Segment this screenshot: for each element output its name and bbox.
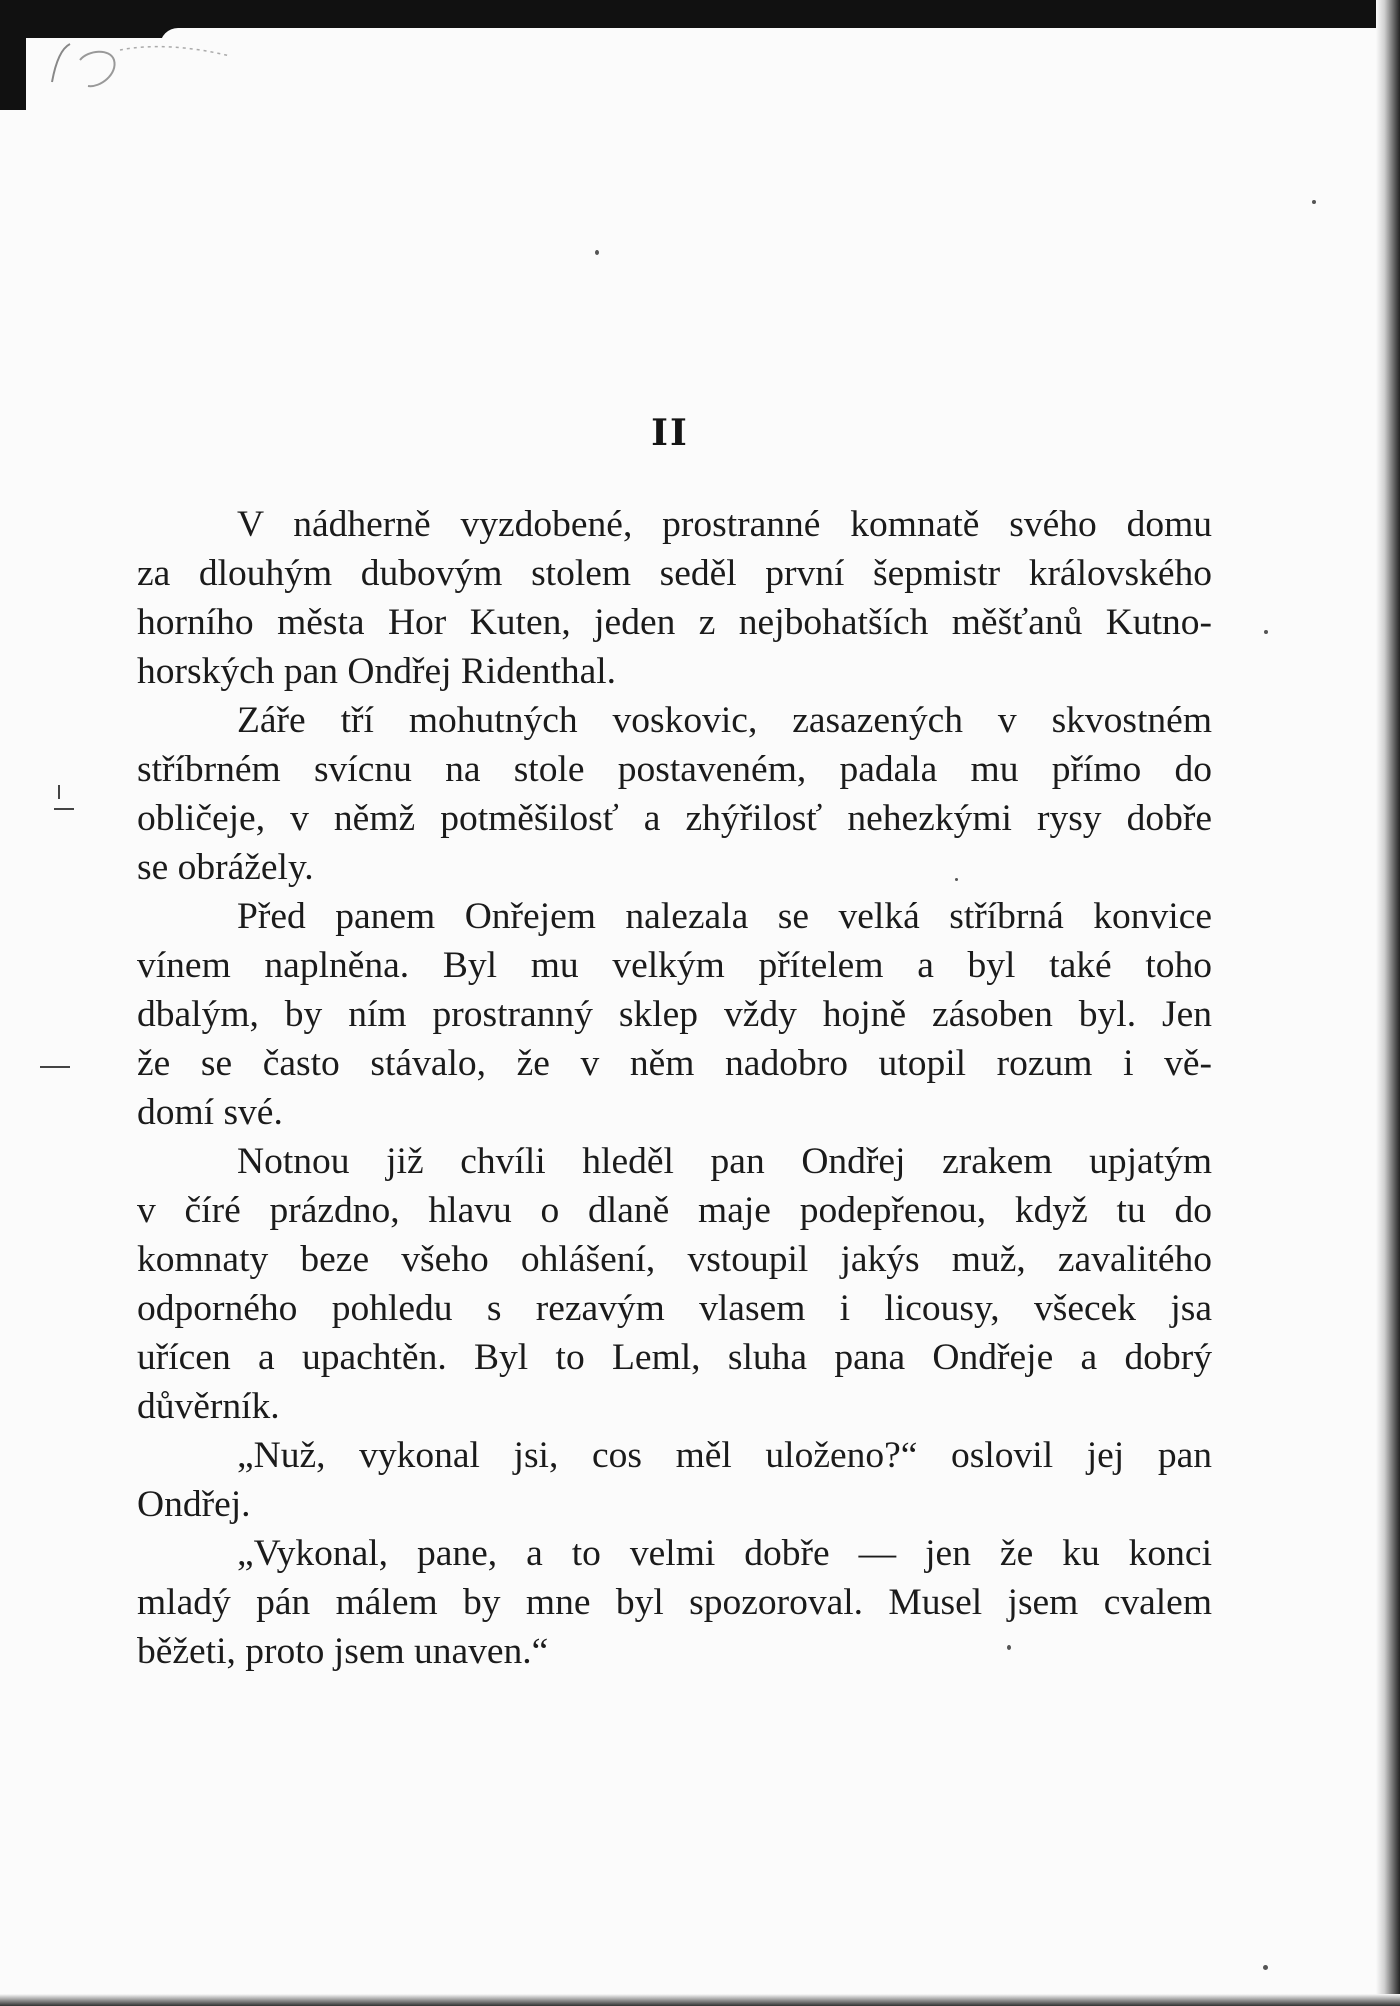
text-line: domí své. (137, 1092, 283, 1133)
text-line: komnaty beze všeho ohlášení, vstoupil jakýs muž, zavalitého (137, 1239, 1212, 1280)
text-line: „Vykonal, pane, a to velmi dobře — jen že ku konci (237, 1533, 1212, 1574)
paragraph (137, 1431, 1212, 1529)
speck (1264, 630, 1268, 634)
text-line: horských pan Ondřej Ridenthal. (137, 651, 617, 692)
text-line: že se často stávalo, že v něm nadobro utopil rozum i vě- (137, 1043, 1212, 1084)
paragraph (137, 1137, 1212, 1431)
text-line: vínem naplněna. Byl mu velkým přítelem a byl také toho (137, 945, 1212, 986)
text-line: horního města Hor Kuten, jeden z nejbohatších měšťanů Kutno- (137, 602, 1212, 643)
scan-edge-bottom (0, 1994, 1400, 2006)
text-line: běžeti, proto jsem unaven.“ (137, 1631, 549, 1672)
speck (1312, 200, 1316, 204)
text-line: dbalým, by ním prostranný sklep vždy hojně zásoben byl. Jen (137, 994, 1212, 1035)
text-line: Záře tří mohutných voskovic, zasazených v skvostném (237, 700, 1212, 741)
text-line: se obrážely. (137, 847, 314, 888)
chapter-number: II (651, 412, 689, 454)
paragraph (137, 1529, 1212, 1676)
paragraph (137, 892, 1212, 1137)
scan-edge-right (1376, 0, 1400, 2006)
paragraph (137, 696, 1212, 892)
speck (595, 250, 599, 255)
text-line: Ondřej. (137, 1484, 251, 1525)
pencil-mark (40, 30, 240, 100)
speck (1263, 1965, 1268, 1970)
margin-mark (40, 1066, 70, 1068)
margin-mark (54, 808, 74, 810)
text-line: důvěrník. (137, 1386, 280, 1427)
text-line: stříbrném svícnu na stole postaveném, padala mu přímo do (137, 749, 1212, 790)
text-line: odporného pohledu s rezavým vlasem i licousy, všecek jsa (137, 1288, 1212, 1329)
paragraph (137, 500, 1212, 696)
text-line: Notnou již chvíli hleděl pan Ondřej zrakem upjatým (237, 1141, 1212, 1182)
text-line: mladý pán málem by mne byl spozoroval. Musel jsem cvalem (137, 1582, 1212, 1623)
body-text (137, 500, 1212, 1676)
text-line: Před panem Onřejem nalezala se velká stříbrná konvice (237, 896, 1212, 937)
text-line: V nádherně vyzdobené, prostranné komnatě svého domu (237, 504, 1212, 545)
text-line: v číré prázdno, hlavu o dlaně maje podepřenou, když tu do (137, 1190, 1212, 1231)
text-line: uřícen a upachtěn. Byl to Leml, sluha pana Ondřeje a dobrý (137, 1337, 1212, 1378)
scan-edge-left (0, 0, 26, 110)
text-line: za dlouhým dubovým stolem seděl první šepmistr královského (137, 553, 1212, 594)
margin-mark (58, 785, 60, 799)
text-line: „Nuž, vykonal jsi, cos měl uloženo?“ oslovil jej pan (237, 1435, 1212, 1476)
text-line: obličeje, v němž potměšilosť a zhýřilosť nehezkými rysy dobře (137, 798, 1212, 839)
